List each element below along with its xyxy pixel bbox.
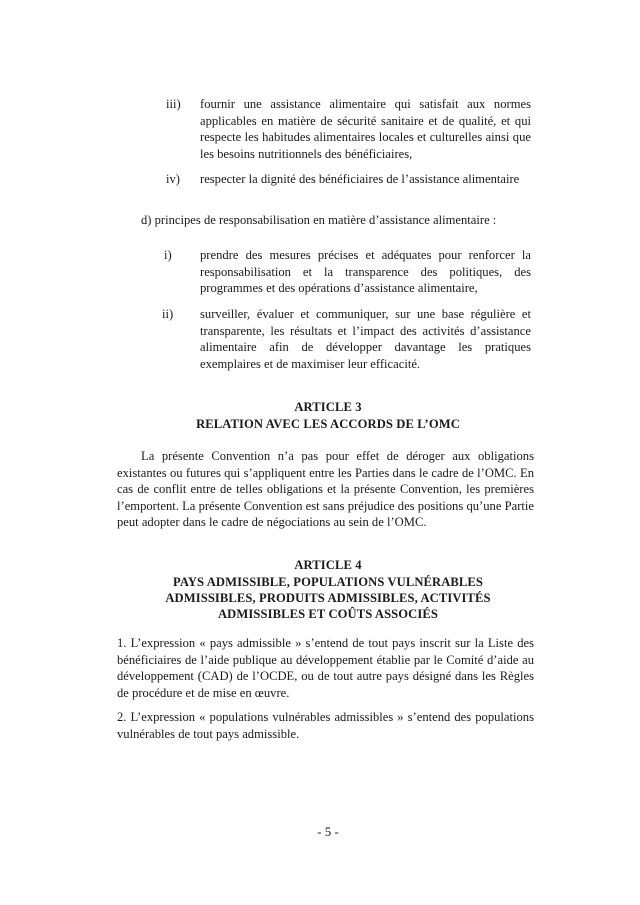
article3-title: RELATION AVEC LES ACCORDS DE L’OMC: [196, 417, 460, 431]
page-number: - 5 -: [317, 824, 339, 839]
list-marker-iii: iii): [166, 97, 181, 111]
item-d-heading: d) principes de responsabilisation en matière d’assistance alimentaire :: [141, 213, 497, 227]
list-marker-d-i: i): [164, 248, 172, 262]
list-item-d-i-text: prendre des mesures précises et adéquates pour renforcer la responsabilisation et la transparence des politiques, des programmes et des opérations d’assistance alimentaire,: [200, 248, 531, 296]
article4-paragraph-2: 2. L’expression « populations vulnérables admissibles » s’entend des populations vulnérables de tout pays admissible.: [117, 710, 534, 741]
article4-title-line3: ADMISSIBLES ET COÛTS ASSOCIÉS: [217, 607, 438, 621]
article4-title-line1: PAYS ADMISSIBLE, POPULATIONS VULNÉRABLES: [172, 575, 484, 589]
article3-paragraph: La présente Convention n’a pas pour effet de déroger aux obligations existantes ou futures qui s’appliquent entre les Parties dans le cadre de l’OMC. En cas de conflit entre de telles obligations et la présente Convention, les premières l’emportent. La présente Convention est sans préjudice des positions qu’une Partie peut adopter dans le cadre de négociations au sein de l’OMC.: [117, 449, 534, 530]
article4-paragraph-1: 1. L’expression « pays admissible » s’entend de tout pays inscrit sur la Liste des bénéficiaires de l’aide publique au développement établie par le Comité d’aide au développement (CAD) de l’OCDE, ou de tout autre pays désigné dans les Règles de procédure et de mise en œuvre.: [117, 636, 534, 700]
list-item-iv-text: respecter la dignité des bénéficiaires de l’assistance alimentaire: [200, 172, 520, 186]
list-item-iii-text: fournir une assistance alimentaire qui satisfait aux normes applicables en matière de sécurité sanitaire et de qualité, et qui respecte les habitudes alimentaires locales et culturelles ainsi que les besoins nutritionnels des bénéficiaires,: [200, 97, 531, 161]
article3-number: ARTICLE 3: [294, 400, 362, 414]
list-marker-d-ii: ii): [162, 307, 174, 321]
list-marker-iv: iv): [166, 172, 180, 186]
article4-number: ARTICLE 4: [294, 558, 362, 572]
list-item-d-ii-text: surveiller, évaluer et communiquer, sur une base régulière et transparente, les résultats et l’impact des activités d’assistance alimentaire afin de développer davantage les pratiques exemplaires et de maximiser leur efficacité.: [200, 307, 531, 371]
article4-title-line2: ADMISSIBLES, PRODUITS ADMISSIBLES, ACTIVITÉS: [165, 591, 491, 605]
